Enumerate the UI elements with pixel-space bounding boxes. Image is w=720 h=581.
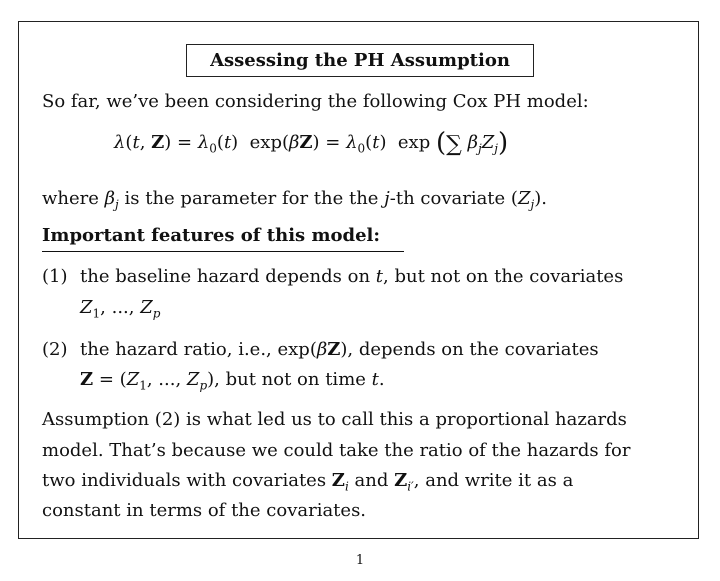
features-heading: Important features of this model: (42, 225, 381, 246)
slide-title: Assessing the PH Assumption (186, 44, 534, 77)
item-2-line-1: the hazard ratio, i.e., exp(βZ), depends on the covariates (80, 339, 599, 360)
item-1-line-1: the baseline hazard depends on t, but not on the covariates (80, 266, 624, 287)
item-1-line-2: $Z_1$, ..., $Z_p$ (80, 297, 161, 321)
page-number: 1 (355, 553, 365, 568)
heading-underline (42, 251, 404, 252)
item-1-number: (1) (42, 266, 68, 287)
item-2-number: (2) (42, 339, 68, 360)
intro-text: So far, we’ve been considering the following Cox PH model: (42, 91, 589, 112)
paragraph-line-4: constant in terms of the covariates. (42, 500, 367, 521)
item-2-line-2: $Z = (Z_1$, ..., $Z_p$), but not on time t. (80, 369, 385, 393)
paragraph-line-2: model. That’s because we could take the ratio of the hazards for (42, 440, 631, 461)
where-text: where $\beta_j$ is the parameter for the the j-th covariate $(Z_j)$. (42, 188, 547, 212)
paragraph-line-1: Assumption (2) is what led us to call this a proportional hazards (42, 409, 627, 430)
paragraph-line-3: two individuals with covariates $Z_i$ and $Z_{i'}$, and write it as a (42, 470, 574, 494)
cox-model-equation: λ(t, $Z) = \lambda_0(t) \exp(\beta Z) = \lambda_0(t)$ exp (∑ $\beta_jZ_j$) (114, 128, 509, 158)
